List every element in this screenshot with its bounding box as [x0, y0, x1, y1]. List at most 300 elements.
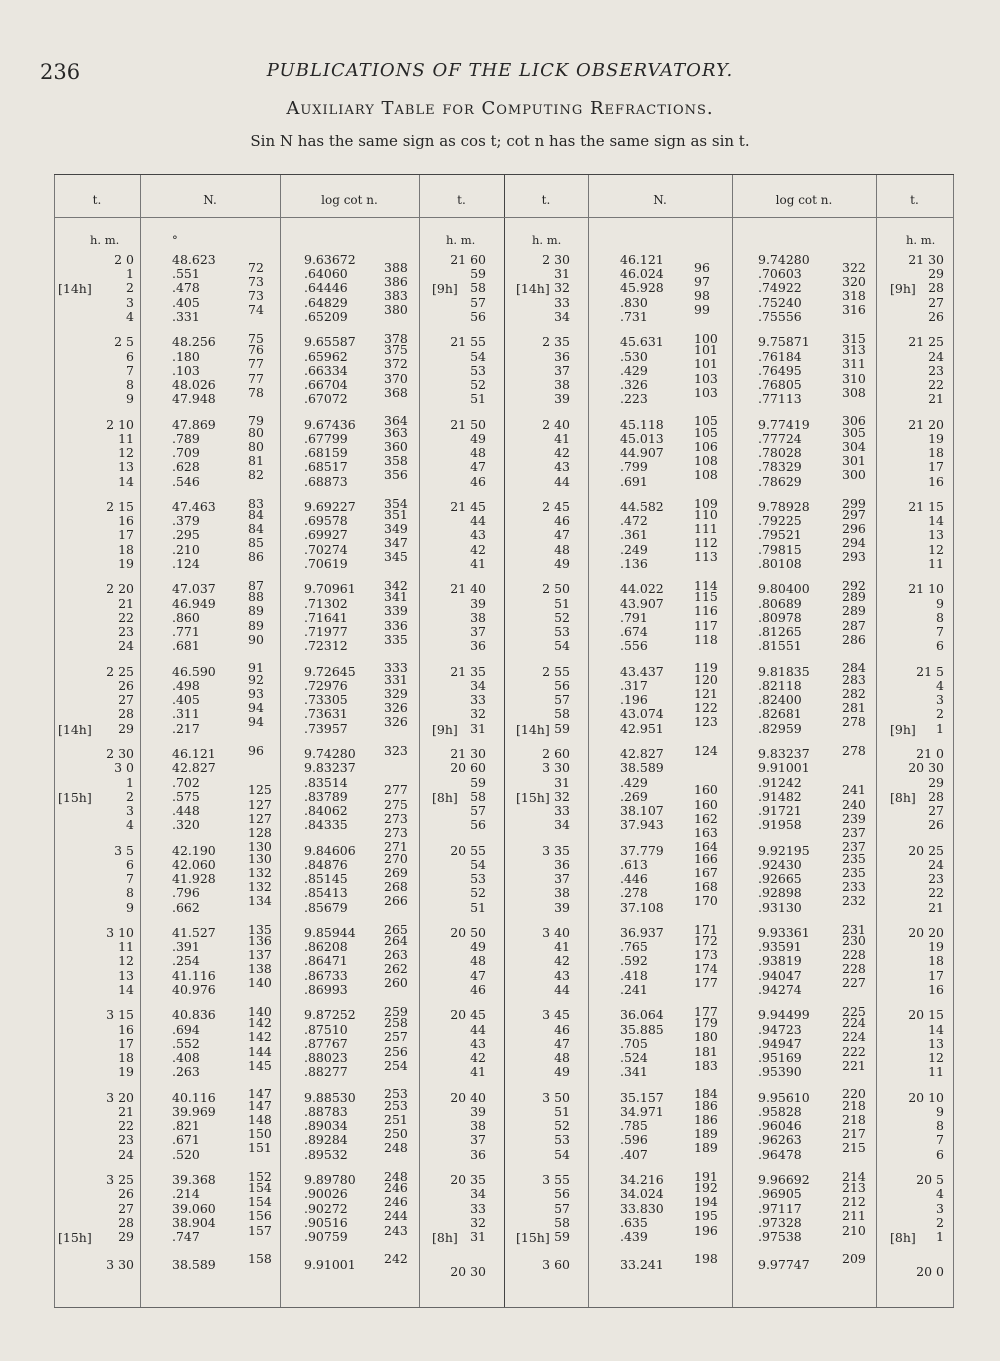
- log-cot-value: .89284: [304, 1132, 348, 1148]
- n-difference: 156: [248, 1208, 272, 1224]
- log-cot-value: .87510: [304, 1021, 348, 1037]
- time-complement-cell: 21: [928, 391, 944, 407]
- n-value: .709: [172, 445, 200, 461]
- log-difference: 262: [384, 961, 408, 977]
- time-cell: 2 25: [106, 663, 134, 679]
- time-complement-cell: 19: [928, 430, 944, 446]
- time-cell: 16: [118, 513, 134, 529]
- log-cot-value: .96905: [758, 1186, 802, 1202]
- time-complement-cell: 46: [470, 981, 486, 997]
- time-complement-cell: 28: [928, 280, 944, 296]
- log-difference: 275: [384, 796, 408, 812]
- time-cell: 2 30: [106, 746, 134, 762]
- n-difference: 160: [694, 796, 718, 812]
- n-value: .662: [172, 899, 200, 915]
- n-value: 42.060: [172, 856, 216, 872]
- n-value: .785: [620, 1118, 648, 1134]
- time-cell: 47: [554, 527, 570, 543]
- time-complement-cell: 53: [470, 871, 486, 887]
- n-value: .613: [620, 856, 648, 872]
- log-cot-value: .88277: [304, 1064, 348, 1080]
- time-cell: 32: [554, 788, 570, 804]
- n-difference: 186: [694, 1111, 718, 1127]
- n-difference: 105: [694, 424, 718, 440]
- n-difference: 110: [694, 506, 718, 522]
- time-complement-cell: 23: [928, 362, 944, 378]
- time-cell: 33: [554, 802, 570, 818]
- n-value: .520: [172, 1146, 200, 1162]
- n-difference: 147: [248, 1086, 272, 1102]
- n-value: .681: [172, 638, 200, 654]
- time-complement-cell: 13: [928, 527, 944, 543]
- time-complement-cell: 36: [470, 638, 486, 654]
- log-difference: 220: [842, 1086, 866, 1102]
- time-complement-cell: 3: [936, 692, 944, 708]
- n-value: 40.976: [172, 981, 216, 997]
- n-difference: 189: [694, 1140, 718, 1156]
- n-difference: 73: [248, 274, 264, 289]
- time-cell: 12: [118, 953, 134, 969]
- log-cot-value: 9.75871: [758, 334, 810, 350]
- time-complement-cell: 16: [928, 981, 944, 997]
- time-complement-cell: 11: [928, 1064, 944, 1080]
- time-complement-cell: 20 35: [450, 1172, 486, 1188]
- n-value: 43.437: [620, 663, 664, 679]
- log-cot-value: .64446: [304, 280, 348, 296]
- time-complement-cell: 52: [470, 885, 486, 901]
- column-header-log-cot-n-right: log cot n.: [775, 193, 833, 207]
- time-cell: 13: [118, 459, 134, 475]
- time-complement-cell: 37: [470, 624, 486, 640]
- hour-bracket-label: [8h]: [432, 1229, 458, 1245]
- n-difference: 181: [694, 1043, 718, 1059]
- time-complement-cell: 8: [936, 609, 944, 625]
- log-difference: 213: [842, 1179, 866, 1195]
- time-complement-cell: 11: [928, 555, 944, 571]
- n-difference: 89: [248, 603, 264, 619]
- time-cell: 3 30: [542, 760, 570, 776]
- time-cell: 56: [554, 678, 570, 693]
- n-value: 33.830: [620, 1200, 664, 1216]
- n-difference: 118: [694, 631, 718, 647]
- log-cot-value: .88023: [304, 1050, 348, 1066]
- log-cot-value: .65962: [304, 348, 348, 364]
- time-cell: 14: [118, 473, 134, 489]
- time-complement-cell: 13: [928, 1035, 944, 1051]
- time-cell: 2 5: [114, 334, 134, 350]
- time-cell: 3 25: [106, 1172, 134, 1188]
- log-difference: 375: [384, 342, 408, 358]
- hour-bracket-label: [14h]: [516, 721, 550, 737]
- n-difference: 94: [248, 714, 264, 730]
- time-cell: 52: [554, 1118, 570, 1134]
- log-cot-value: .70619: [304, 555, 348, 571]
- time-complement-cell: 3: [936, 1200, 944, 1216]
- time-cell: 37: [554, 871, 570, 887]
- log-difference: 230: [842, 932, 866, 948]
- column-header-n-right: N.: [653, 193, 667, 207]
- log-cot-value: 9.77419: [758, 416, 810, 432]
- log-difference: 248: [384, 1168, 408, 1184]
- log-cot-value: .95169: [758, 1050, 802, 1066]
- n-difference: 94: [248, 700, 264, 715]
- log-difference: 228: [842, 947, 866, 963]
- time-complement-cell: 58: [470, 788, 486, 804]
- log-difference: 211: [842, 1208, 866, 1224]
- hour-bracket-label: [8h]: [890, 789, 916, 805]
- log-cot-value: .94274: [758, 981, 802, 997]
- log-cot-value: .82118: [758, 678, 802, 693]
- log-cot-value: 9.88530: [304, 1089, 356, 1105]
- time-cell: 26: [118, 1186, 134, 1202]
- log-difference: 341: [384, 589, 408, 605]
- n-value: 41.116: [172, 967, 216, 983]
- time-cell: 2 10: [106, 416, 134, 432]
- n-value: 42.190: [172, 842, 216, 858]
- log-difference: 311: [842, 356, 866, 372]
- time-complement-cell: 27: [928, 294, 944, 310]
- time-complement-cell: 9: [936, 1104, 944, 1119]
- log-cot-value: 9.72645: [304, 663, 356, 679]
- time-cell: 18: [118, 1050, 134, 1066]
- n-value: 46.121: [172, 746, 216, 762]
- log-difference: 225: [842, 1003, 866, 1019]
- log-difference: 368: [384, 384, 408, 400]
- log-cot-value: .92430: [758, 856, 802, 872]
- log-cot-value: .74922: [758, 280, 802, 296]
- time-complement-cell: 59: [470, 266, 486, 282]
- time-cell: 26: [118, 678, 134, 693]
- n-value: .379: [172, 513, 200, 529]
- n-value: 38.107: [620, 802, 664, 818]
- time-cell: 14: [118, 981, 134, 997]
- n-difference: 92: [248, 671, 264, 687]
- log-difference: 297: [842, 506, 866, 522]
- log-cot-value: .64060: [304, 266, 348, 282]
- log-difference: 273: [384, 824, 408, 840]
- log-cot-value: 9.69227: [304, 499, 356, 515]
- log-cot-value: .77724: [758, 430, 802, 446]
- n-value: 40.116: [172, 1089, 216, 1105]
- log-cot-value: 9.78928: [758, 499, 810, 515]
- log-cot-value: 9.92195: [758, 842, 810, 858]
- time-cell: 19: [118, 1064, 134, 1080]
- time-complement-cell: 48: [470, 953, 486, 969]
- log-difference: 363: [384, 424, 408, 440]
- time-complement-cell: 20 55: [450, 842, 486, 858]
- log-difference: 268: [384, 878, 408, 894]
- n-value: 39.060: [172, 1200, 216, 1216]
- n-value: 33.241: [620, 1257, 664, 1273]
- time-complement-cell: 22: [928, 376, 944, 392]
- time-complement-cell: 20 15: [908, 1007, 944, 1023]
- log-difference: 281: [842, 700, 866, 715]
- hour-bracket-label: [14h]: [516, 281, 550, 297]
- n-value: 38.904: [172, 1214, 216, 1230]
- time-complement-cell: 42: [470, 541, 486, 557]
- time-cell: 2: [126, 280, 134, 296]
- time-complement-cell: 34: [470, 1186, 486, 1202]
- log-cot-value: .79521: [758, 527, 802, 543]
- log-cot-value: .68159: [304, 445, 348, 461]
- log-difference: 217: [842, 1126, 866, 1141]
- n-difference: 93: [248, 685, 264, 701]
- n-difference: 82: [248, 467, 264, 483]
- n-value: .326: [620, 376, 648, 392]
- time-cell: 11: [118, 430, 134, 446]
- log-difference: 241: [842, 782, 866, 798]
- time-cell: 28: [118, 706, 134, 722]
- time-complement-cell: 38: [470, 609, 486, 625]
- time-complement-cell: 33: [470, 692, 486, 708]
- time-complement-cell: 41: [470, 555, 486, 571]
- log-cot-value: .67799: [304, 430, 348, 446]
- n-difference: 116: [694, 603, 718, 619]
- log-cot-value: .88783: [304, 1104, 348, 1119]
- time-cell: 29: [118, 1228, 134, 1244]
- time-cell: 39: [554, 899, 570, 915]
- n-value: .217: [172, 720, 200, 736]
- time-cell: 32: [554, 280, 570, 296]
- time-complement-cell: 2: [936, 706, 944, 722]
- time-cell: 2 45: [542, 499, 570, 515]
- n-value: 47.869: [172, 416, 216, 432]
- log-cot-value: .75240: [758, 294, 802, 310]
- n-difference: 120: [694, 671, 718, 687]
- log-difference: 386: [384, 274, 408, 289]
- log-difference: 335: [384, 631, 408, 647]
- log-cot-value: 9.84606: [304, 842, 356, 858]
- n-difference: 77: [248, 370, 264, 386]
- time-cell: 16: [118, 1021, 134, 1037]
- n-value: .317: [620, 678, 648, 693]
- log-cot-value: .84876: [304, 856, 348, 872]
- n-value: .210: [172, 541, 200, 557]
- log-cot-value: 9.83237: [758, 746, 810, 762]
- log-difference: 310: [842, 370, 866, 386]
- log-cot-value: .67072: [304, 391, 348, 407]
- log-difference: 282: [842, 685, 866, 701]
- log-difference: 305: [842, 424, 866, 440]
- time-complement-cell: 33: [470, 1200, 486, 1216]
- n-difference: 103: [694, 384, 718, 400]
- log-cot-value: .97538: [758, 1228, 802, 1244]
- time-complement-cell: 21 45: [450, 499, 486, 515]
- time-cell: 56: [554, 1186, 570, 1202]
- n-value: .575: [172, 788, 200, 804]
- time-complement-cell: 18: [928, 953, 944, 969]
- time-complement-cell: 21 50: [450, 416, 486, 432]
- hour-bracket-label: [14h]: [58, 281, 92, 297]
- time-cell: 24: [118, 638, 134, 654]
- time-cell: 1: [126, 266, 134, 282]
- n-difference: 137: [248, 947, 272, 963]
- time-cell: 3 5: [114, 842, 134, 858]
- log-difference: 364: [384, 413, 408, 429]
- n-difference: 98: [694, 288, 710, 304]
- log-cot-value: .96263: [758, 1132, 802, 1148]
- time-complement-cell: 39: [470, 595, 486, 611]
- hour-bracket-label: [15h]: [516, 789, 550, 805]
- hour-bracket-label: [15h]: [58, 1229, 92, 1245]
- n-value: 34.971: [620, 1104, 664, 1119]
- log-cot-value: .76495: [758, 362, 802, 378]
- n-difference: 127: [248, 796, 272, 812]
- time-cell: 42: [554, 445, 570, 461]
- log-cot-value: .69927: [304, 527, 348, 543]
- n-value: 38.589: [172, 1257, 216, 1273]
- log-difference: 218: [842, 1097, 866, 1113]
- log-cot-value: .91958: [758, 817, 802, 833]
- log-cot-value: .93130: [758, 899, 802, 915]
- time-complement-cell: 39: [470, 1104, 486, 1119]
- log-cot-value: .92665: [758, 871, 802, 887]
- log-difference: 360: [384, 438, 408, 454]
- time-cell: 51: [554, 595, 570, 611]
- log-difference: 243: [384, 1222, 408, 1238]
- log-cot-value: .93819: [758, 953, 802, 969]
- n-difference: 154: [248, 1179, 272, 1195]
- n-difference: 105: [694, 413, 718, 429]
- n-difference: 88: [248, 589, 264, 605]
- time-complement-cell: 58: [470, 280, 486, 296]
- n-value: 36.064: [620, 1007, 664, 1023]
- log-difference: 232: [842, 893, 866, 909]
- n-value: .103: [172, 362, 200, 378]
- time-complement-cell: 59: [470, 774, 486, 790]
- column-header-log-cot-n: log cot n.: [321, 193, 378, 207]
- time-complement-cell: 21 55: [450, 334, 486, 350]
- time-cell: 53: [554, 1132, 570, 1148]
- log-cot-value: .91242: [758, 774, 802, 790]
- log-cot-value: .80689: [758, 595, 802, 611]
- log-difference: 258: [384, 1015, 408, 1031]
- n-value: .702: [172, 774, 200, 790]
- log-difference: 214: [842, 1168, 866, 1184]
- column-header-t-right: t.: [541, 193, 551, 207]
- time-complement-cell: 12: [928, 541, 944, 557]
- log-difference: 293: [842, 549, 866, 565]
- time-cell: 28: [118, 1214, 134, 1230]
- log-difference: 383: [384, 288, 408, 304]
- time-cell: 34: [554, 308, 570, 324]
- n-difference: 74: [248, 302, 264, 318]
- n-difference: 85: [248, 535, 264, 551]
- time-cell: 23: [118, 1132, 134, 1148]
- n-value: .196: [620, 692, 648, 708]
- log-cot-value: .75556: [758, 308, 802, 324]
- n-value: .214: [172, 1186, 200, 1202]
- time-cell: 2 15: [106, 499, 134, 515]
- log-difference: 306: [842, 413, 866, 429]
- n-difference: 84: [248, 521, 264, 537]
- log-difference: 224: [842, 1029, 866, 1045]
- log-difference: 296: [842, 521, 866, 537]
- log-cot-value: .84335: [304, 817, 348, 833]
- hour-bracket-label: [15h]: [58, 789, 92, 805]
- time-complement-cell: 54: [470, 348, 486, 364]
- log-cot-value: .96046: [758, 1118, 802, 1134]
- n-value: .391: [172, 939, 200, 955]
- n-difference: 128: [248, 824, 272, 840]
- log-difference: 292: [842, 577, 866, 593]
- log-difference: 345: [384, 549, 408, 565]
- time-complement-cell: 57: [470, 802, 486, 818]
- log-difference: 351: [384, 506, 408, 522]
- n-value: .498: [172, 678, 200, 693]
- log-cot-value: 9.70961: [304, 581, 356, 597]
- time-complement-cell: 26: [928, 817, 944, 833]
- time-complement-cell: 48: [470, 445, 486, 461]
- time-cell: 44: [554, 981, 570, 997]
- log-difference: 240: [842, 796, 866, 812]
- n-difference: 91: [248, 660, 264, 676]
- time-cell: 58: [554, 1214, 570, 1230]
- log-cot-value: .81265: [758, 624, 802, 640]
- n-value: .320: [172, 817, 200, 833]
- n-value: .341: [620, 1064, 648, 1080]
- log-difference: 257: [384, 1029, 408, 1045]
- n-difference: 101: [694, 356, 718, 372]
- log-difference: 221: [842, 1057, 866, 1073]
- log-cot-value: 9.80400: [758, 581, 810, 597]
- n-value: 44.022: [620, 581, 664, 597]
- time-complement-cell: 9: [936, 595, 944, 611]
- log-difference: 210: [842, 1222, 866, 1238]
- time-complement-cell: 20 50: [450, 925, 486, 941]
- log-cot-value: .97117: [758, 1200, 802, 1216]
- n-difference: 163: [694, 824, 718, 840]
- log-difference: 283: [842, 671, 866, 687]
- log-difference: 246: [384, 1179, 408, 1195]
- log-cot-value: .82400: [758, 692, 802, 708]
- n-value: .694: [172, 1021, 200, 1037]
- time-cell: 58: [554, 706, 570, 722]
- time-complement-cell: 12: [928, 1050, 944, 1066]
- log-difference: 235: [842, 864, 866, 880]
- log-difference: 235: [842, 850, 866, 866]
- n-difference: 124: [694, 742, 718, 758]
- unit-hm: h. m.: [446, 233, 476, 247]
- n-value: .408: [172, 1050, 200, 1066]
- time-complement-cell: 20 0: [916, 1264, 944, 1280]
- log-cot-value: .82681: [758, 706, 802, 722]
- time-complement-cell: 8: [936, 1118, 944, 1134]
- time-cell: 3 55: [542, 1172, 570, 1188]
- n-difference: 136: [248, 932, 272, 948]
- log-difference: 248: [384, 1140, 408, 1156]
- time-cell: 36: [554, 856, 570, 872]
- log-cot-value: .94947: [758, 1035, 802, 1051]
- n-difference: 192: [694, 1179, 718, 1195]
- n-value: .405: [172, 294, 200, 310]
- time-cell: 41: [554, 939, 570, 955]
- n-difference: 151: [248, 1140, 272, 1156]
- log-difference: 253: [384, 1097, 408, 1113]
- n-difference: 164: [694, 839, 718, 855]
- log-difference: 287: [842, 617, 866, 633]
- time-complement-cell: 20 30: [450, 1264, 486, 1280]
- log-difference: 320: [842, 274, 866, 289]
- log-difference: 313: [842, 342, 866, 358]
- log-difference: 380: [384, 302, 408, 318]
- log-difference: 224: [842, 1015, 866, 1031]
- hour-bracket-label: [9h]: [432, 281, 458, 297]
- time-cell: 38: [554, 376, 570, 392]
- log-difference: 318: [842, 288, 866, 304]
- n-value: .799: [620, 459, 648, 475]
- n-difference: 132: [248, 864, 272, 880]
